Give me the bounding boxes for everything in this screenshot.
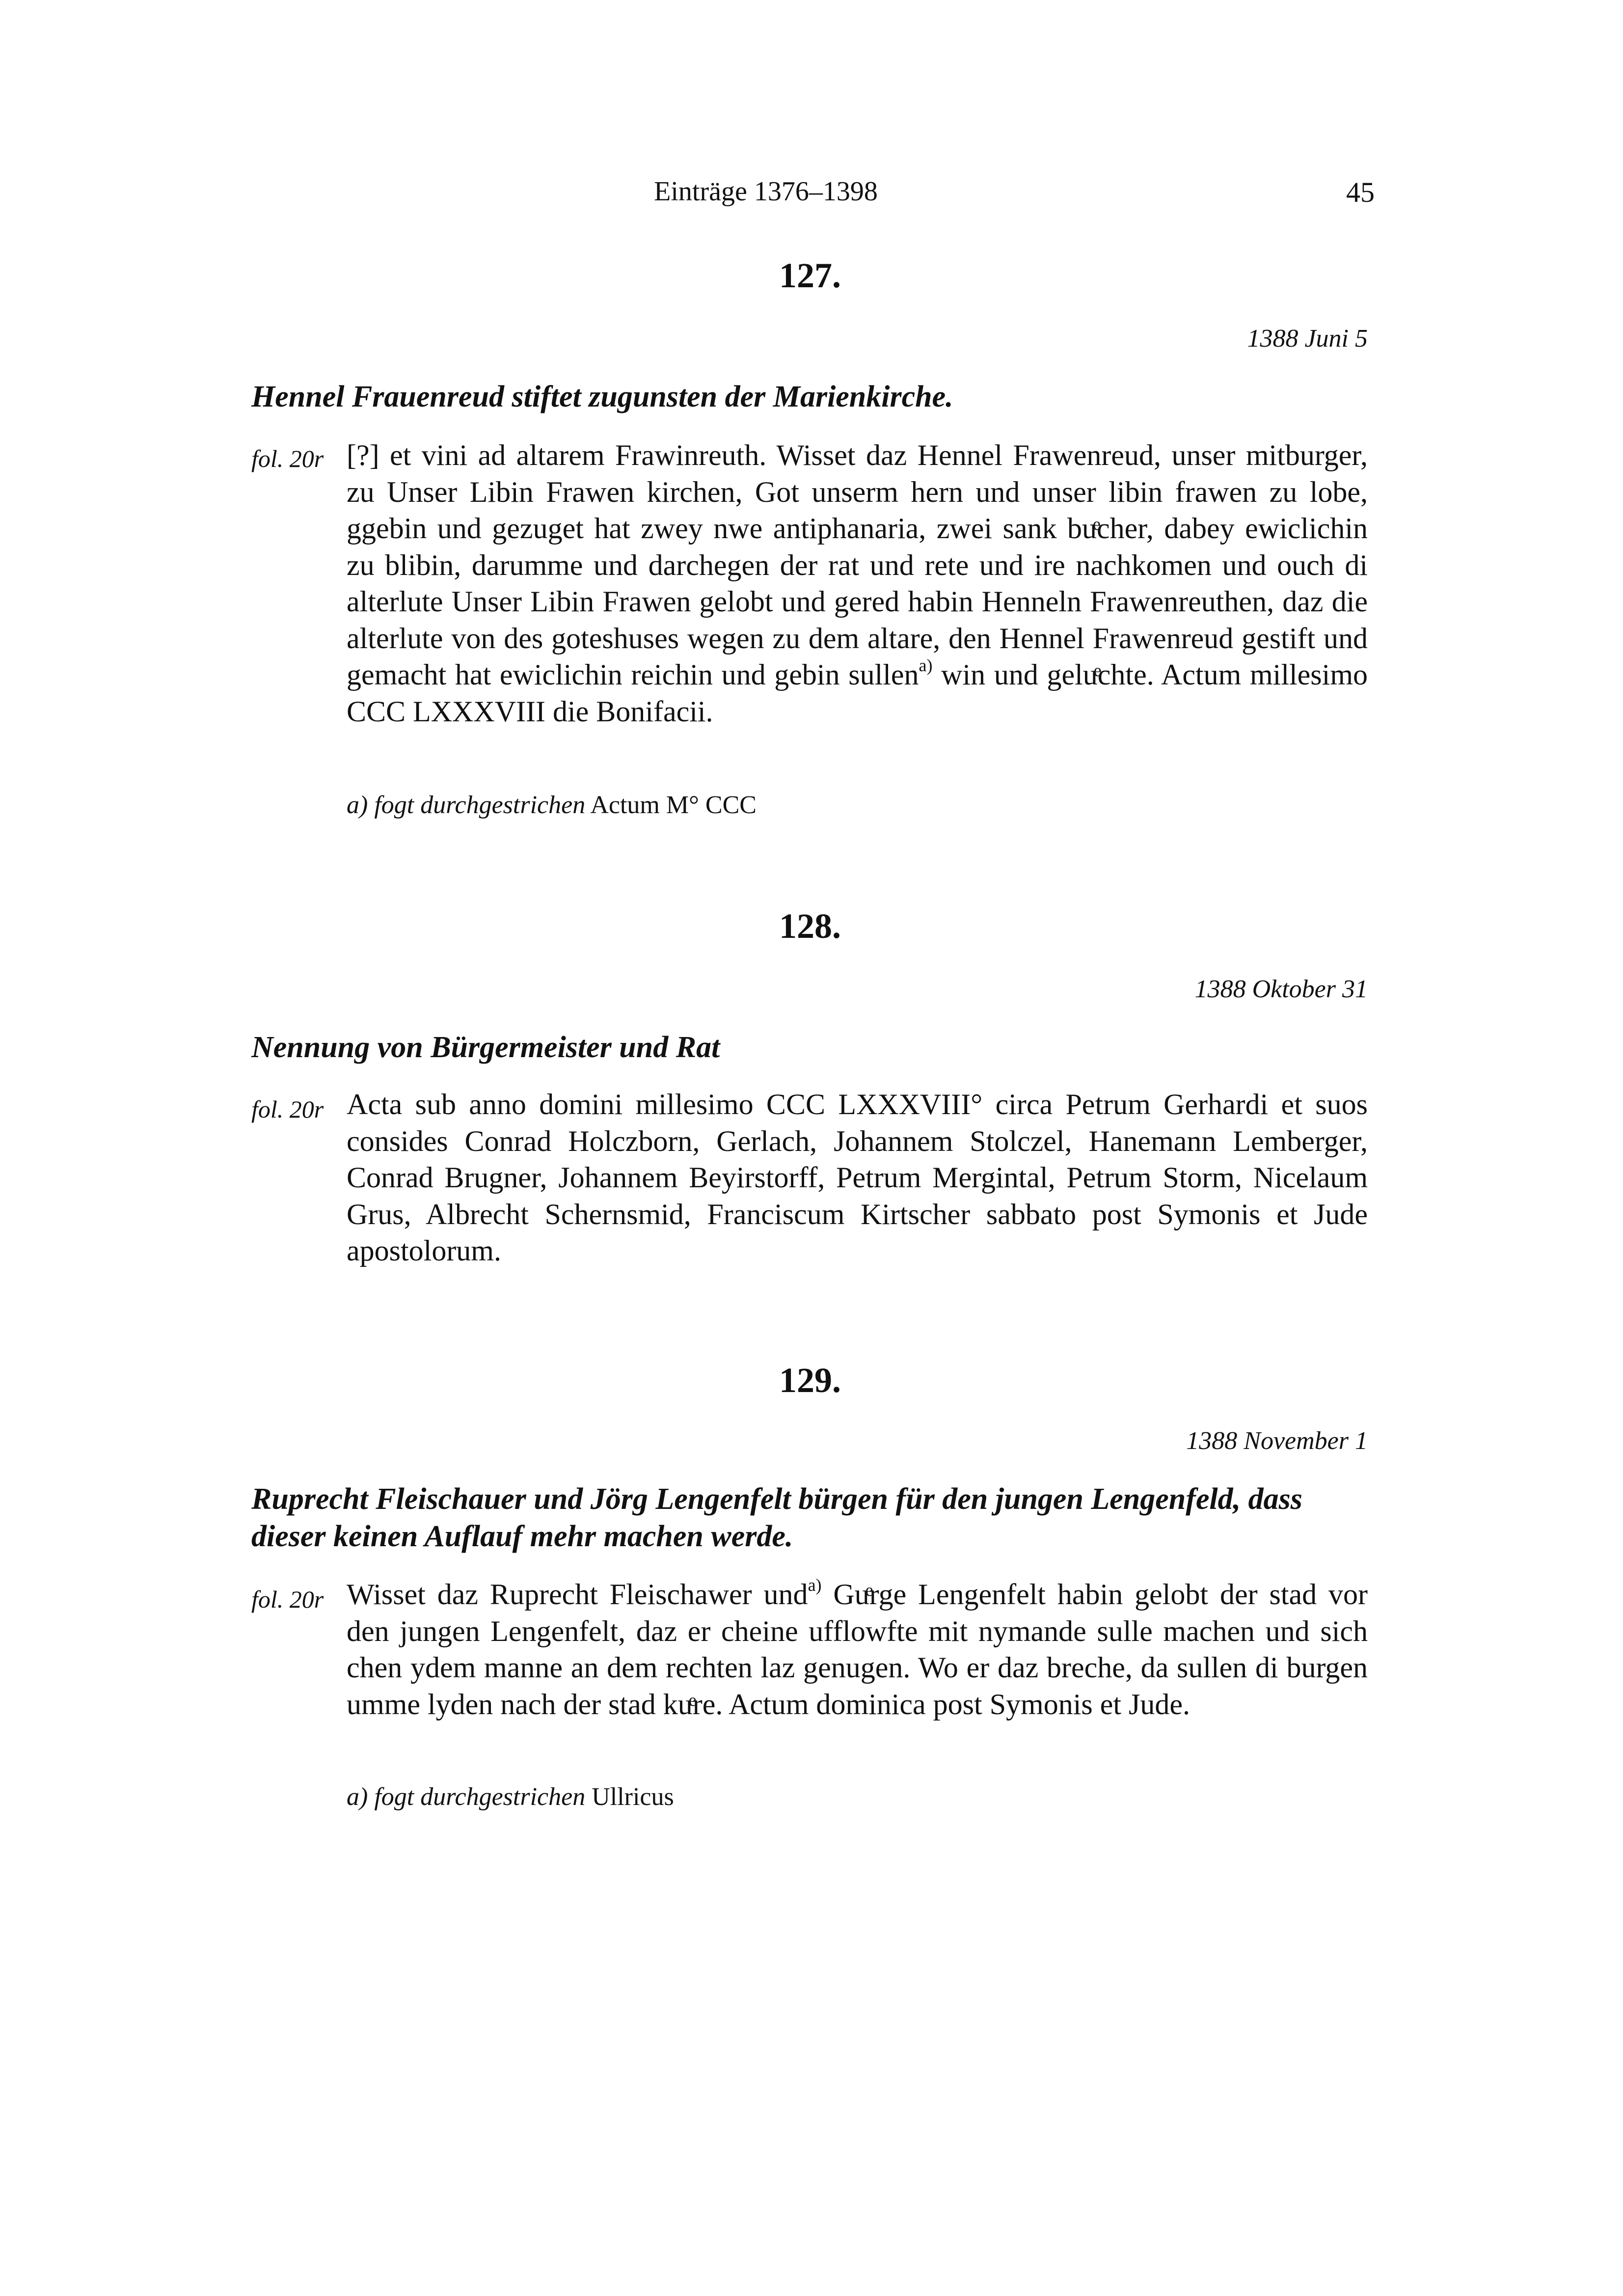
entry-date: 1388 Oktober 31 bbox=[1194, 975, 1368, 1003]
entry-text: Acta sub anno domini millesimo CCC LXXXVIII° circa Petrum Gerhardi et suos consides Conrad Holczborn, Gerlach, Johannem Stolczel, Hanemann Lemberger, Conrad Brugner, Johannem Beyirstorff, Petrum Mergintal, Petrum Storm, Nicelaum Grus, Albrecht Schernsmid, Franciscum Kirtscher sabbato post Symonis et Jude apostolorum. bbox=[347, 1088, 1368, 1267]
note-text: Ullricus bbox=[585, 1783, 674, 1811]
entry-number: 127. bbox=[779, 256, 841, 295]
note-marker: a) bbox=[808, 1575, 822, 1595]
entry-date: 1388 November 1 bbox=[1186, 1427, 1368, 1455]
entry-heading: Nennung von Bürgermeister und Rat bbox=[251, 1031, 720, 1064]
entry-text bbox=[347, 1576, 1368, 1722]
entry-number: 128. bbox=[779, 906, 841, 946]
running-head-title: Einträge 1376–1398 bbox=[654, 176, 878, 207]
folio-reference: fol. 20r bbox=[251, 1585, 324, 1613]
folio-reference: fol. 20r bbox=[251, 445, 324, 472]
note-label: a) fogt durchgestrichen bbox=[347, 791, 586, 819]
entry-number: 129. bbox=[779, 1361, 841, 1400]
page-number: 45 bbox=[1346, 176, 1375, 208]
note-label: a) fogt durchgestrichen bbox=[347, 1783, 586, 1811]
note-marker: a) bbox=[919, 656, 933, 675]
entry-heading: Hennel Frauenreud stiftet zugunsten der Marienkirche. bbox=[251, 380, 953, 413]
folio-reference: fol. 20r bbox=[251, 1095, 324, 1123]
entry-text-part: [?] et vini ad altarem Frawinreuth. Wisset daz Hennel Frawenreud, unser mitburger, zu Unser Libin Frawen kirchen, Got unserm hern und unser libin frawen zu lobe, ggebin und gezuget hat zwey nwe antiphanaria, zwei sank buͤcher, dabey ewiclichin zu blibin, darumme und darchegen der rat und rete und ire nachkomen und ouch di alterlute Unser Libin Frawen gelobt und gered habin Henneln Frawenreuthen, daz die alterlute von des goteshuses wegen zu dem altare, den Hennel Frawenreud gestift und gemacht hat ewiclichin reichin und gebin sullen bbox=[347, 439, 1368, 691]
entry-text bbox=[347, 437, 1368, 730]
entry-heading: Ruprecht Fleischauer und Jörg Lengenfelt bürgen für den jungen Lengenfeld, dass dieser keinen Auflauf mehr machen werde. bbox=[251, 1482, 1302, 1553]
entry-text-part: win und geluͤchte. Actum millesimo CCC LXXXVIII die Bonifacii. bbox=[347, 658, 1368, 728]
note-text: Actum M° CCC bbox=[585, 791, 757, 819]
entry-date: 1388 Juni 5 bbox=[1247, 325, 1368, 353]
entry-text-part: Guͤrge Lengenfelt habin gelobt der stad vor den jungen Lengenfelt, daz er cheine ufflowfte mit nymande sulle machen und sich chen ydem manne an dem rechten laz genugen. Wo er daz breche, da sullen di burgen umme lyden nach der stad kuͤre. Actum dominica post Symonis et Jude. bbox=[347, 1578, 1368, 1721]
entry-text-part: Wisset daz Ruprecht Fleischawer und bbox=[347, 1578, 808, 1611]
textual-note bbox=[347, 791, 757, 820]
textual-note bbox=[347, 1782, 674, 1811]
